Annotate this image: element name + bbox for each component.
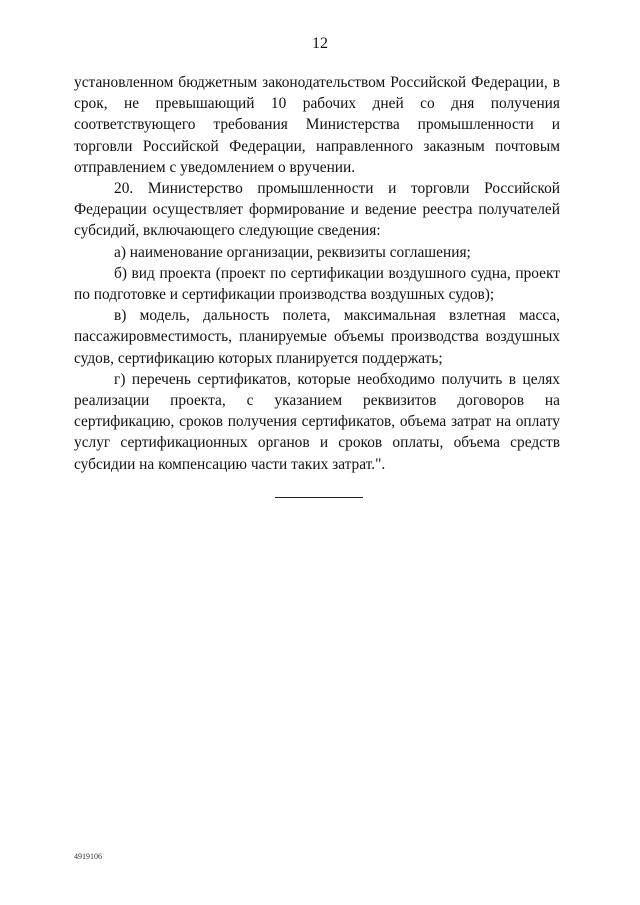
document-code: 4919106 (74, 852, 102, 861)
paragraph-subitem-v: в) модель, дальность полета, максимальная взлетная масса, пассажировместимость, планируемые объемы производства воздушных судов, сертификацию которых планируется поддержать; (74, 307, 560, 367)
document-body (74, 72, 560, 475)
paragraph-subitem-b: б) вид проекта (проект по сертификации воздушного судна, проект по подготовке и сертификации производства воздушных судов); (74, 264, 560, 304)
page-number: 12 (312, 35, 328, 52)
paragraph-item-20: 20. Министерство промышленности и торговли Российской Федерации осуществляет формирование и ведение реестра получателей субсидий, включающего следующие сведения: (74, 180, 560, 240)
paragraph-subitem-a: а) наименование организации, реквизиты соглашения; (114, 243, 471, 261)
paragraph-continuation: установленном бюджетным законодательством Российской Федерации, в срок, не превышающий 10 рабочих дней со дня получения соответствующего требования Министерства промышленности и торговли Российской Федерации, направленного заказным почтовым отправлением с уведомлением о вручении. (74, 74, 560, 176)
paragraph-subitem-g: г) перечень сертификатов, которые необходимо получить в целях реализации проекта, с указанием реквизитов договоров на сертификацию, сроков получения сертификатов, объема затрат на оплату услуг сертификационных органов и сроков оплаты, объема средств субсидии на компенсацию части таких затрат.". (74, 370, 560, 473)
end-divider-line (275, 497, 363, 498)
